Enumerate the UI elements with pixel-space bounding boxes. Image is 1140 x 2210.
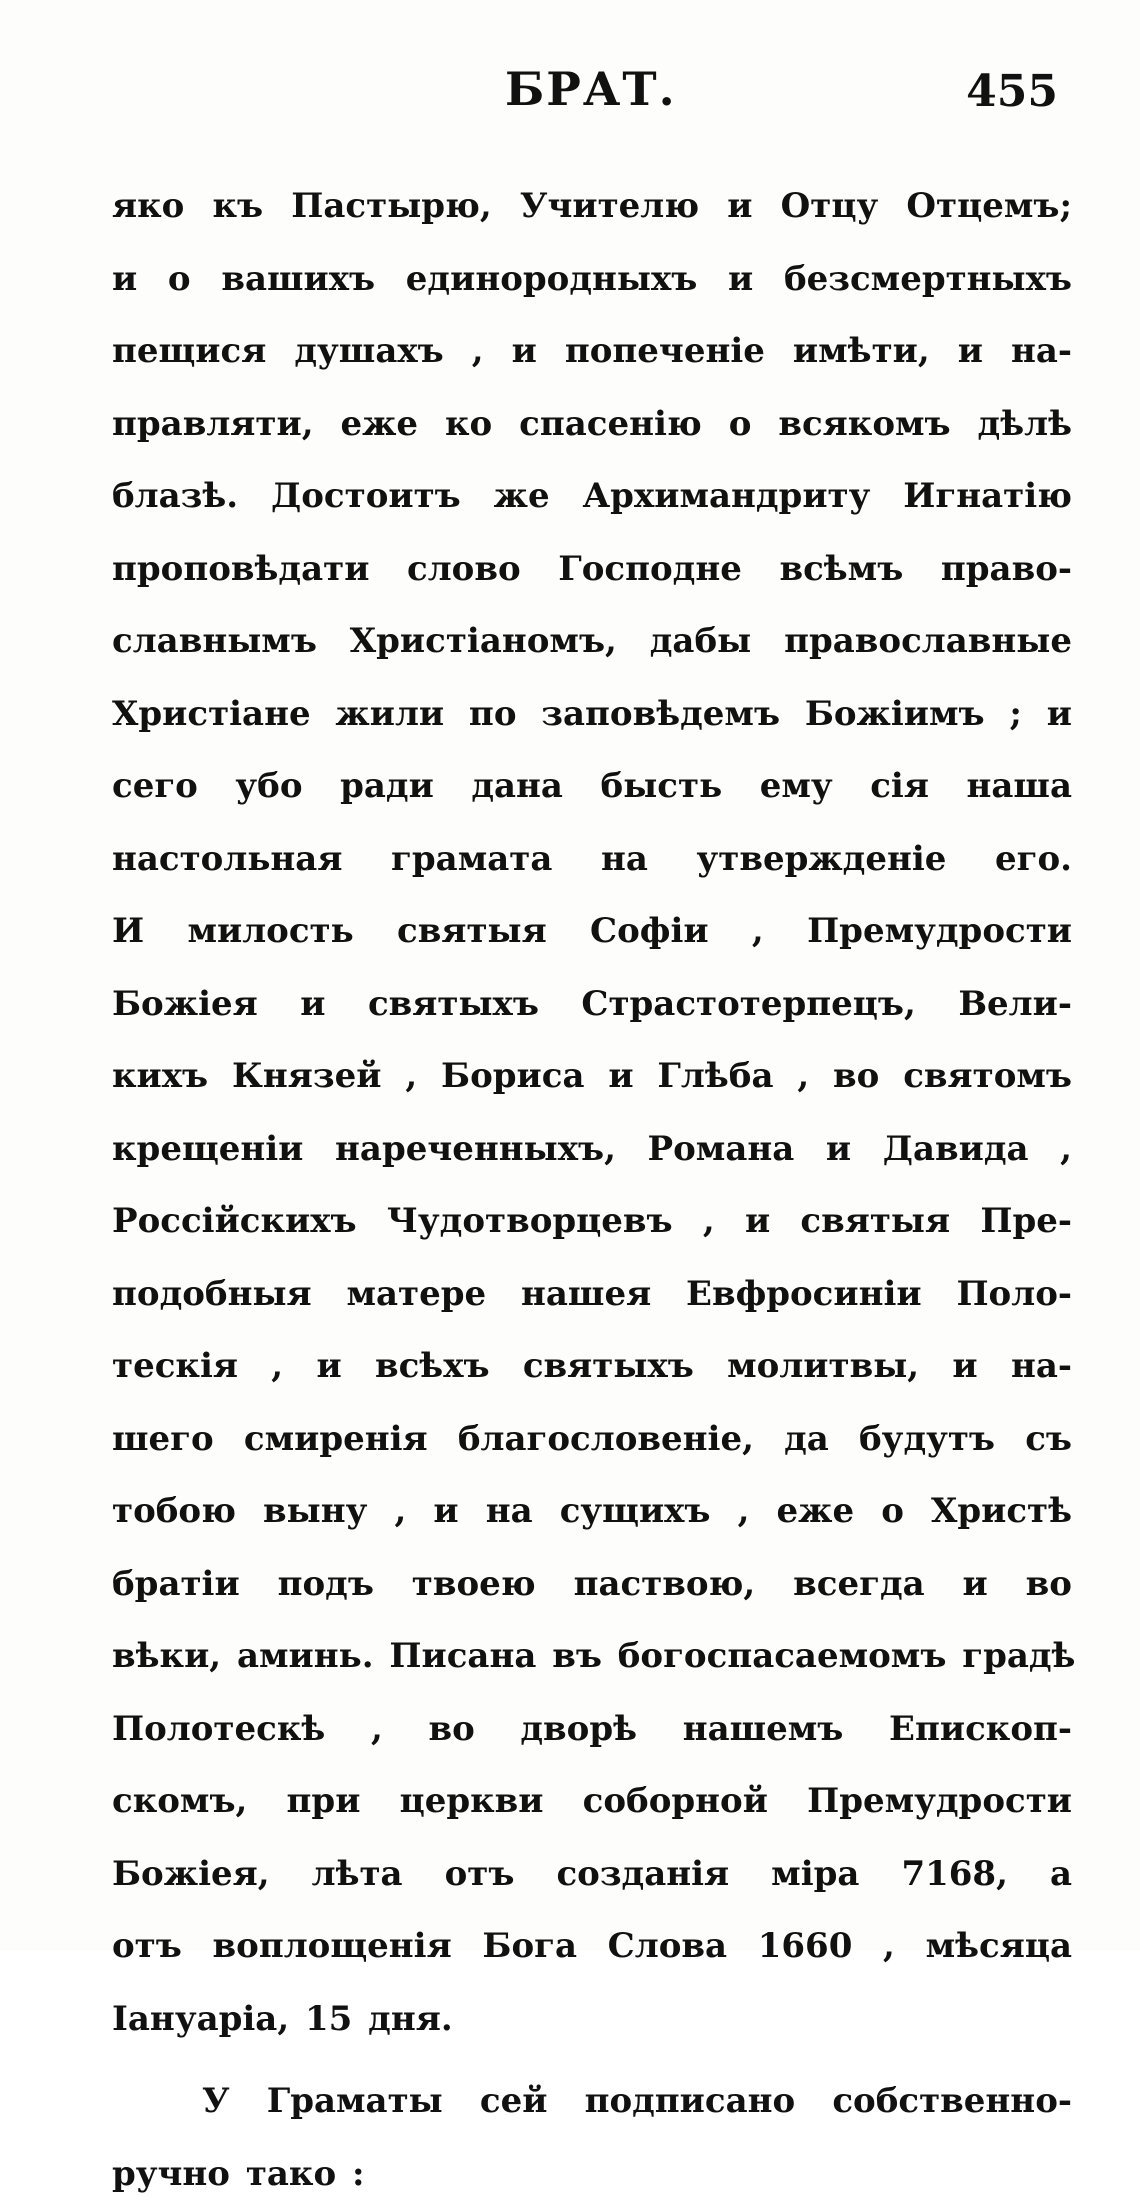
- text-line: Полотескѣ , во дворѣ нашемъ Епископ-: [112, 1693, 1072, 1766]
- text-line: отъ воплощенія Бога Слова 1660 , мѣсяца: [112, 1910, 1072, 1983]
- text-line: вѣки, аминь. Писана въ богоспасаемомъ градѣ: [112, 1620, 1072, 1693]
- text-line: сего убо ради дана бысть ему сія наша: [112, 750, 1072, 823]
- text-line: У Граматы сей подписано собственно-: [112, 2065, 1072, 2138]
- page-header: [110, 62, 1070, 132]
- page-number: 455: [966, 66, 1058, 117]
- running-title: БРАТ.: [505, 62, 677, 116]
- paragraph-gap: [112, 2055, 1072, 2065]
- text-line: яко къ Пастырю, Учителю и Отцу Отцемъ;: [112, 170, 1072, 243]
- body-text: [112, 170, 1072, 2210]
- paragraph-1: [112, 170, 1072, 2055]
- text-line: И милость святыя Софіи , Премудрости: [112, 895, 1072, 968]
- text-line: и о вашихъ единородныхъ и безсмертныхъ: [112, 243, 1072, 316]
- text-line: шего смиренія благословеніе, да будутъ съ: [112, 1403, 1072, 1476]
- text-line: крещеніи нареченныхъ, Романа и Давида ,: [112, 1113, 1072, 1186]
- text-line: Божіея и святыхъ Страстотерпецъ, Вели-: [112, 968, 1072, 1041]
- text-line: славнымъ Христіаномъ, дабы православные: [112, 605, 1072, 678]
- text-line: скомъ, при церкви соборной Премудрости: [112, 1765, 1072, 1838]
- text-line: ручно тако :: [112, 2138, 1072, 2210]
- text-line: настольная грамата на утвержденіе его.: [112, 823, 1072, 896]
- text-line: Христіане жили по заповѣдемъ Божіимъ ; и: [112, 678, 1072, 751]
- text-line: правляти, еже ко спасенію о всякомъ дѣлѣ: [112, 388, 1072, 461]
- text-line: Божіея, лѣта отъ созданія міра 7168, а: [112, 1838, 1072, 1911]
- text-line: пещися душахъ , и попеченіе имѣти, и на-: [112, 315, 1072, 388]
- paragraph-2: [112, 2065, 1072, 2210]
- text-line: тобою выну , и на сущихъ , еже о Христѣ: [112, 1475, 1072, 1548]
- text-line: Россійскихъ Чудотворцевъ , и святыя Пре-: [112, 1185, 1072, 1258]
- text-line: проповѣдати слово Господне всѣмъ право-: [112, 533, 1072, 606]
- text-line: тескія , и всѣхъ святыхъ молитвы, и на-: [112, 1330, 1072, 1403]
- text-line: подобныя матере нашея Евфросиніи Поло-: [112, 1258, 1072, 1331]
- text-line: блазѣ. Достоитъ же Архимандриту Игнатію: [112, 460, 1072, 533]
- text-line: кихъ Князей , Бориса и Глѣба , во святомъ: [112, 1040, 1072, 1113]
- text-line: братіи подъ твоею паствою, всегда и во: [112, 1548, 1072, 1621]
- text-line: Іануаріа, 15 дня.: [112, 1983, 1072, 2056]
